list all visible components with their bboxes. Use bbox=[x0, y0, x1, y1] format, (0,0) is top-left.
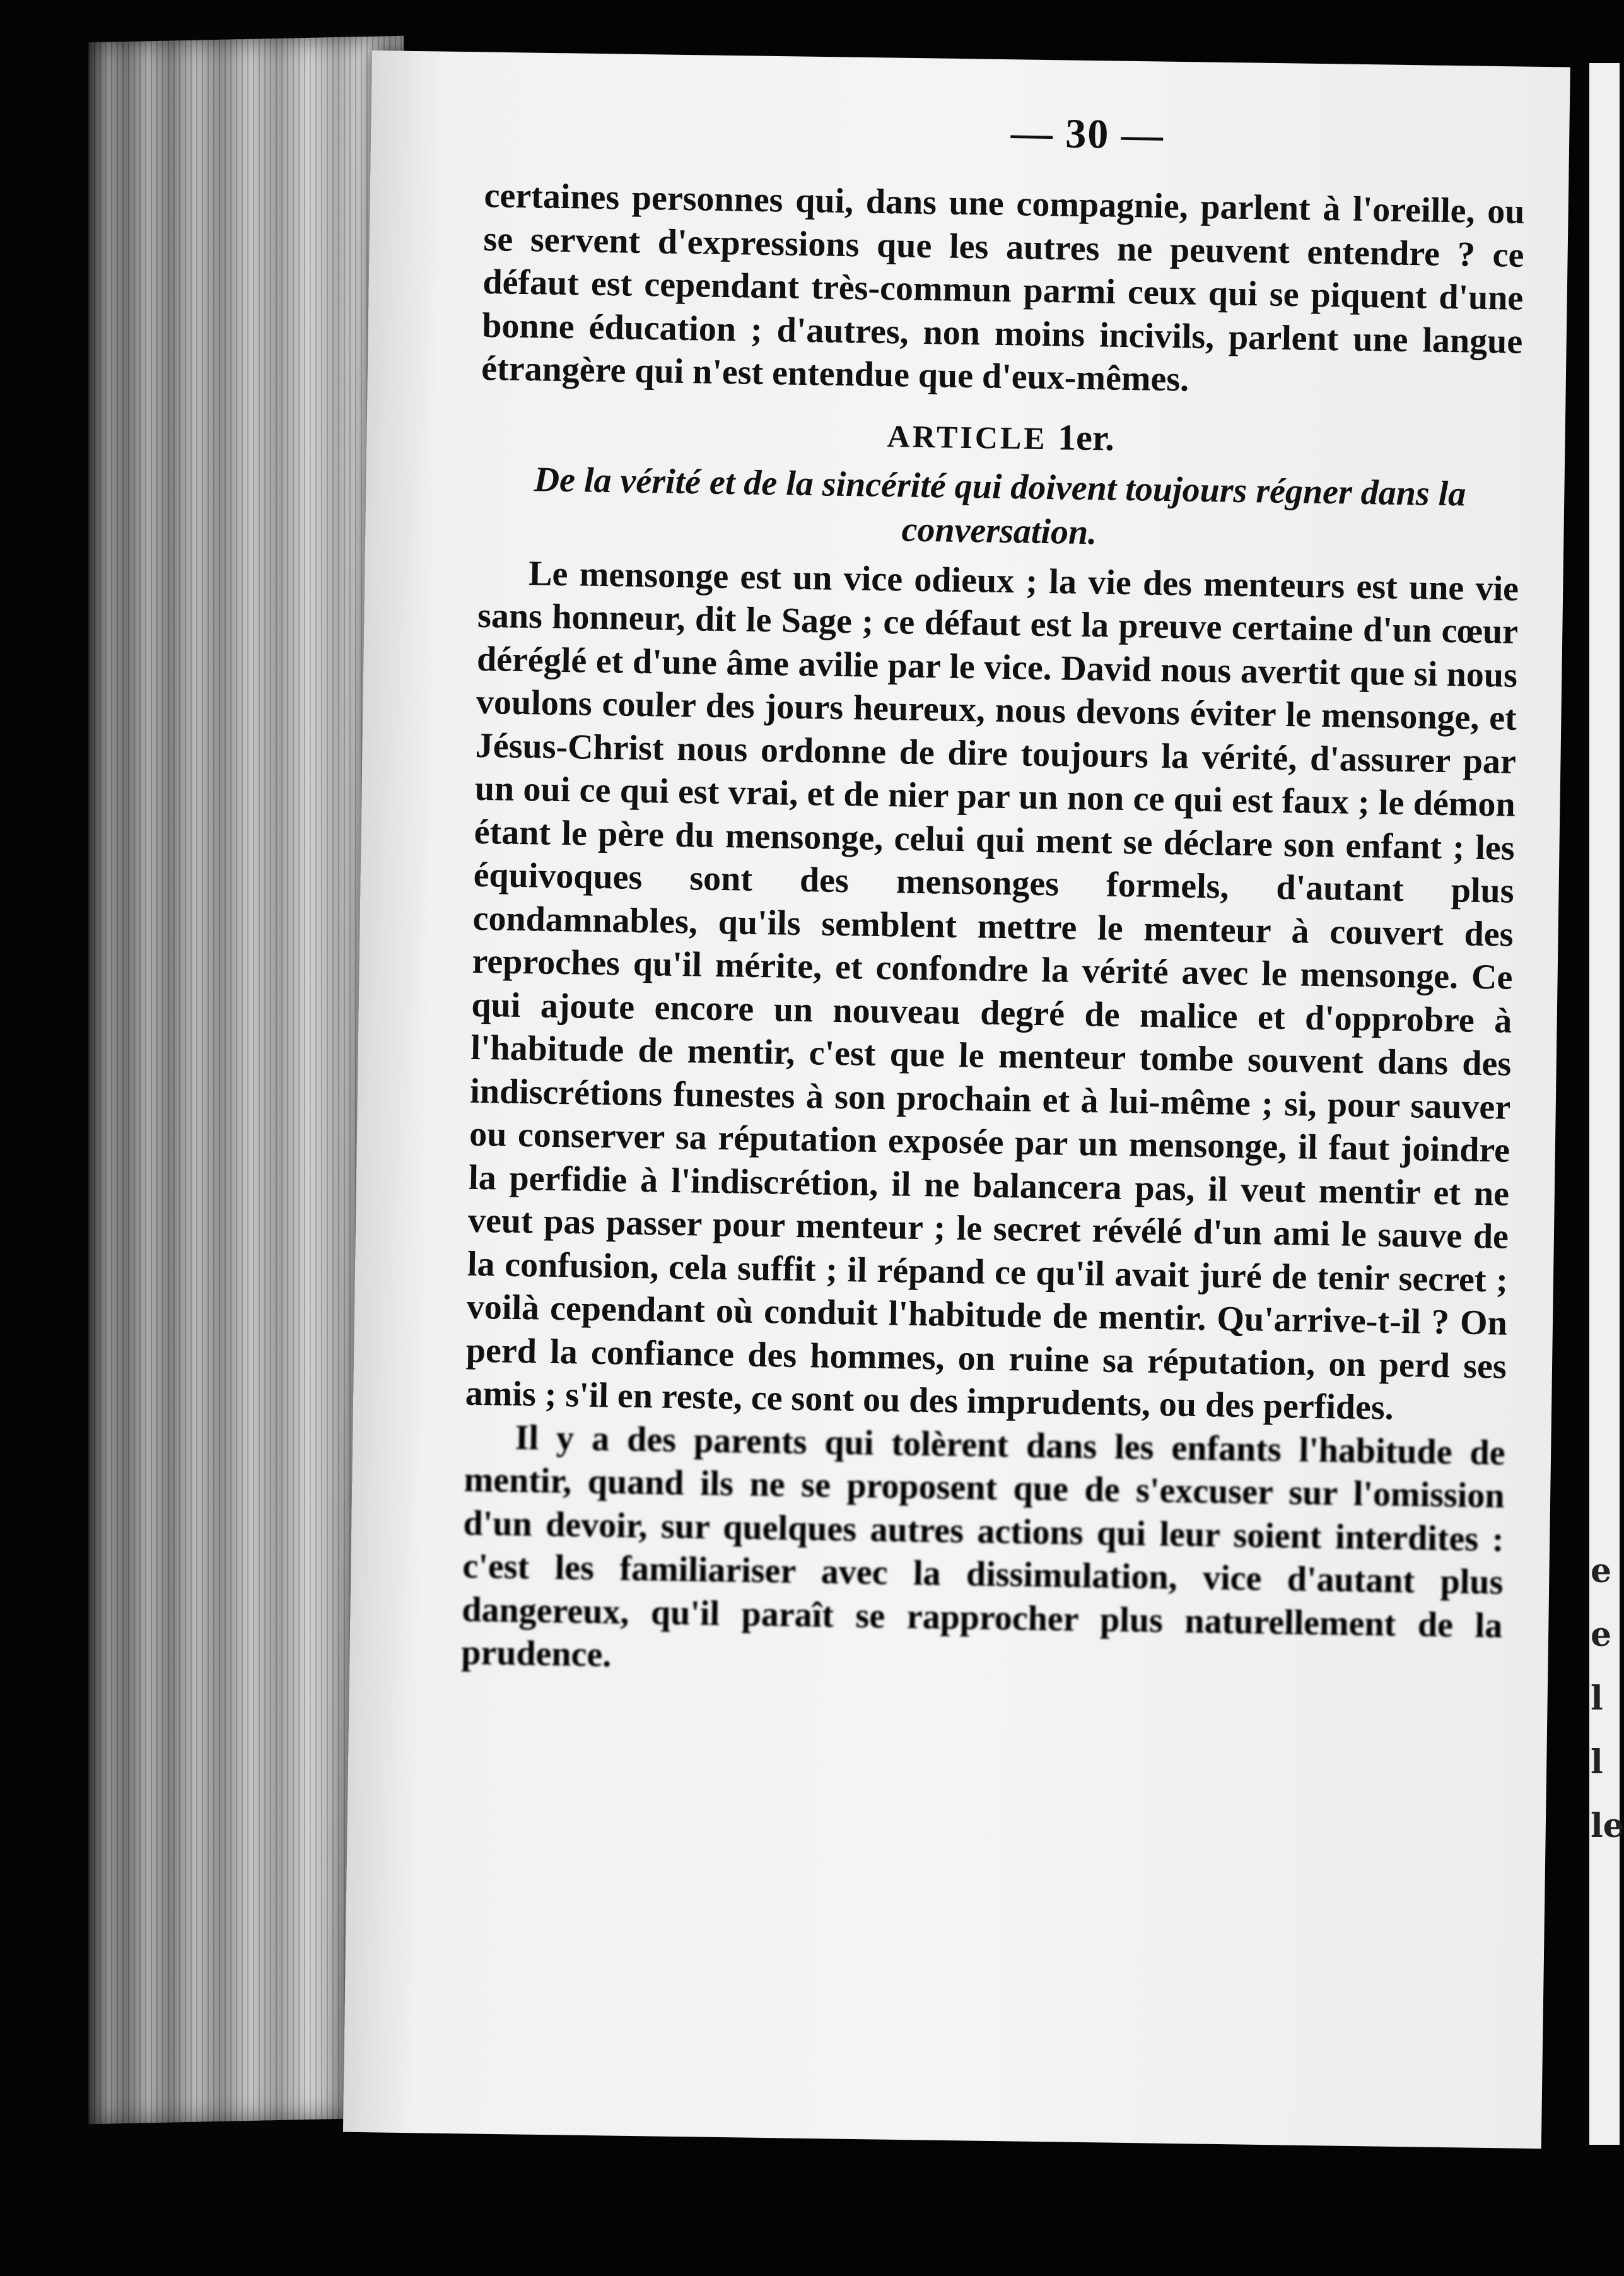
opening-paragraph: certaines personnes qui, dans une compagnie, parlent à l'oreille, ou se servent d'expressions que les autres ne peuvent entendre ? ce défaut est cependant très-commun parmi ceux qui se piquent d'une bonne éducation ; d'autres, non moins incivils, parlent une langue étrangère qui n'est entendue que d'eux-mêmes. bbox=[481, 175, 1525, 399]
next-page-sliver bbox=[1578, 63, 1624, 2145]
article-number: 1er. bbox=[1057, 416, 1115, 459]
margin-letter: l bbox=[1591, 1679, 1603, 1718]
article-heading bbox=[480, 406, 1521, 465]
page-text-block bbox=[461, 101, 1526, 1691]
article-subtitle: De la vérité et de la sincérité qui doivent toujours régner dans la conversation. bbox=[534, 459, 1466, 552]
margin-letter: e bbox=[1591, 1552, 1612, 1590]
margin-letter: le bbox=[1591, 1807, 1624, 1845]
margin-letter: l bbox=[1591, 1743, 1603, 1781]
body-paragraph-1: Le mensonge est un vice odieux ; la vie des menteurs est une vie sans honneur, dit le Sage ; ce défaut est la preuve certaine d'un cœur déréglé et d'une âme avilie par le vice. David nous avertit que si nous voulons couler des jours heureux, nous devons éviter le mensonge, et Jésus-Christ nous ordonne de dire toujours la vérité, d'assurer par un oui ce qui est vrai, et de nier par un non ce qui est faux ; le démon étant le père du mensonge, celui qui ment se déclare son enfant ; les équivoques sont des mensonges formels, d'autant plus condamnables, qu'ils semblent mettre le menteur à couvert des reproches qu'il mérite, et confondre la vérité avec le mensonge. Ce qui ajoute encore un nouveau degré de malice et d'opprobre à l'habitude de mentir, c'est que le menteur tombe souvent dans des indiscrétions funestes à son prochain et à lui-même ; si, pour sauver ou conserver sa réputation exposée par un mensonge, il faut joindre la perfidie à l'indiscrétion, il ne balancera pas, il veut mentir et ne veut pas passer pour menteur ; le secret révélé d'un ami le sauve de la confusion, cela suffit ; il répand ce qu'il avait juré de tenir secret ; voilà cependant où conduit l'habitude de mentir. Qu'arrive-t-il ? On perd la confiance des hommes, on ruine sa réputation, on perd ses amis ; s'il en reste, ce sont ou des imprudents, ou des perfides. bbox=[465, 553, 1519, 1428]
page-number: — 30 — bbox=[1010, 110, 1165, 158]
margin-letter: e bbox=[1591, 1616, 1612, 1654]
body-paragraph-2: Il y a des parents qui tolèrent dans les enfants l'habitude de mentir, quand ils ne se proposent que de s'excuser sur l'omission d'un devoir, sur quelques autres actions qui leur soient interdites : c'est les familiariser avec la dissimulation, vice d'autant plus dangereux, qu'il paraît se rapprocher plus naturellement de la prudence. bbox=[460, 1417, 1506, 1675]
article-label: ARTICLE bbox=[887, 418, 1048, 456]
